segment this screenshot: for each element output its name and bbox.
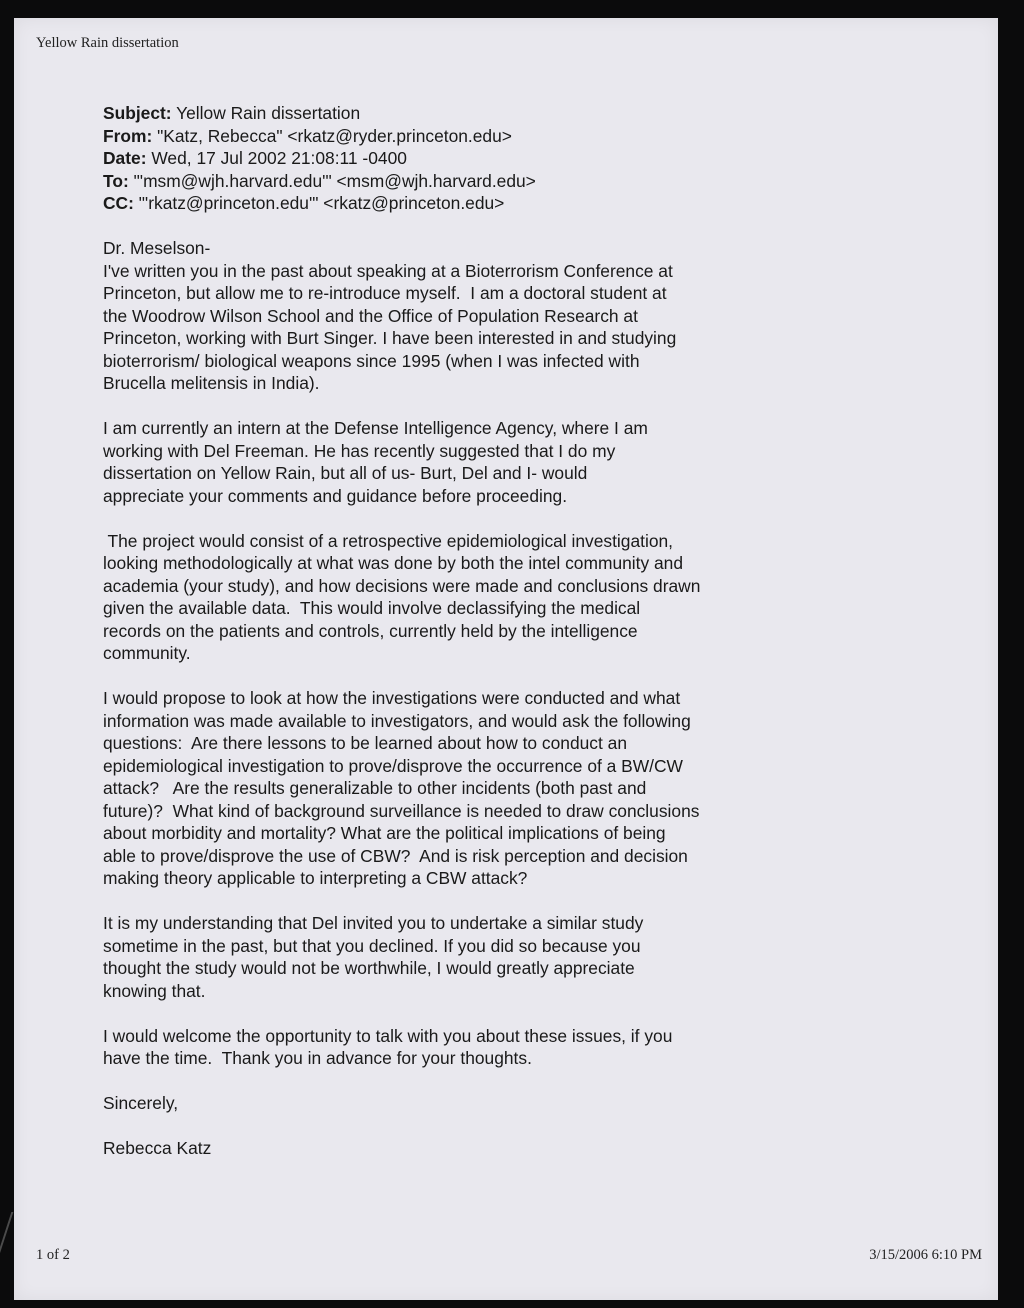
text-line: Sincerely, — [103, 1093, 179, 1113]
text-line: knowing that. — [103, 980, 206, 1001]
text-line: academia (your study), and how decisions were made and conclusions drawn — [103, 575, 701, 596]
paragraph-closing — [103, 1025, 803, 1070]
paragraph-project — [103, 530, 803, 665]
text-line: I would propose to look at how the investigations were conducted and what — [103, 688, 681, 708]
paragraph-questions — [103, 687, 803, 890]
text-line: bioterrorism/ biological weapons since 1995 (when I was infected with — [103, 350, 640, 371]
date-value: Wed, 17 Jul 2002 21:08:11 -0400 — [146, 148, 407, 168]
text-line: sometime in the past, but that you declined. If you did so because you — [103, 935, 641, 956]
cc-value: "'rkatz@princeton.edu'" <rkatz@princeton.edu> — [133, 193, 505, 213]
paragraph-intern — [103, 417, 803, 507]
text-line: records on the patients and controls, currently held by the intelligence — [103, 620, 638, 641]
text-line: attack? Are the results generalizable to other incidents (both past and — [103, 778, 647, 798]
text-line: making theory applicable to interpreting a CBW attack? — [103, 868, 528, 888]
print-timestamp: 3/15/2006 6:10 PM — [869, 1247, 982, 1263]
text-line: community. — [103, 643, 191, 663]
email-headers — [103, 102, 803, 215]
subject-key: Subject: — [103, 103, 172, 123]
text-line: questions: Are there lessons to be learned about how to conduct an — [103, 733, 628, 753]
running-header: Yellow Rain dissertation — [36, 35, 179, 51]
text-line: information was made available to investigators, and would ask the following — [103, 710, 691, 731]
text-line: able to prove/disprove the use of CBW? And is risk perception and decision — [103, 845, 688, 866]
paragraph-intro — [103, 237, 803, 395]
to-line — [103, 170, 803, 193]
cc-line — [103, 192, 803, 215]
text-line: I am currently an intern at the Defense Intelligence Agency, where I am — [103, 418, 648, 438]
cc-key: CC: — [103, 193, 134, 213]
date-key: Date: — [103, 148, 147, 168]
text-line: Dr. Meselson- — [103, 238, 211, 258]
from-value: "Katz, Rebecca" <rkatz@ryder.princeton.edu> — [152, 125, 512, 146]
text-line: the Woodrow Wilson School and the Office of Population Research at — [103, 305, 638, 326]
date-line — [103, 147, 803, 170]
text-line: appreciate your comments and guidance before proceeding. — [103, 485, 568, 506]
text-line: dissertation on Yellow Rain, but all of us- Burt, Del and I- would — [103, 463, 588, 483]
text-line: I would welcome the opportunity to talk with you about these issues, if you — [103, 1025, 673, 1046]
document-page — [14, 18, 998, 1300]
text-line: Princeton, working with Burt Singer. I have been interested in and studying — [103, 328, 677, 348]
to-key: To: — [103, 170, 129, 191]
text-line: have the time. Thank you in advance for your thoughts. — [103, 1048, 532, 1068]
text-line: Brucella melitensis in India). — [103, 373, 320, 393]
text-line: thought the study would not be worthwhile, I would greatly appreciate — [103, 958, 635, 978]
signoff — [103, 1092, 803, 1115]
text-line: epidemiological investigation to prove/disprove the occurrence of a BW/CW — [103, 755, 683, 776]
text-line: working with Del Freeman. He has recently suggested that I do my — [103, 440, 616, 461]
page-number: 1 of 2 — [36, 1247, 70, 1263]
text-line: looking methodologically at what was done by both the intel community and — [103, 553, 684, 573]
text-line: It is my understanding that Del invited you to undertake a similar study — [103, 913, 644, 933]
email-body — [103, 102, 803, 1182]
text-line: The project would consist of a retrospective epidemiological investigation, — [103, 530, 674, 551]
text-line: given the available data. This would involve declassifying the medical — [103, 598, 641, 618]
from-key: From: — [103, 125, 153, 146]
paragraph-understanding — [103, 912, 803, 1002]
from-line — [103, 125, 803, 148]
text-line: I've written you in the past about speaking at a Bioterrorism Conference at — [103, 260, 673, 281]
subject-value: Yellow Rain dissertation — [171, 103, 361, 123]
signature-name — [103, 1137, 803, 1160]
text-line: Princeton, but allow me to re-introduce myself. I am a doctoral student at — [103, 283, 667, 303]
text-line: about morbidity and mortality? What are the political implications of being — [103, 823, 666, 843]
text-line: Rebecca Katz — [103, 1138, 212, 1158]
subject-line — [103, 102, 803, 125]
to-value: "'msm@wjh.harvard.edu'" <msm@wjh.harvard.edu> — [128, 170, 536, 191]
text-line: future)? What kind of background surveillance is needed to draw conclusions — [103, 800, 700, 821]
